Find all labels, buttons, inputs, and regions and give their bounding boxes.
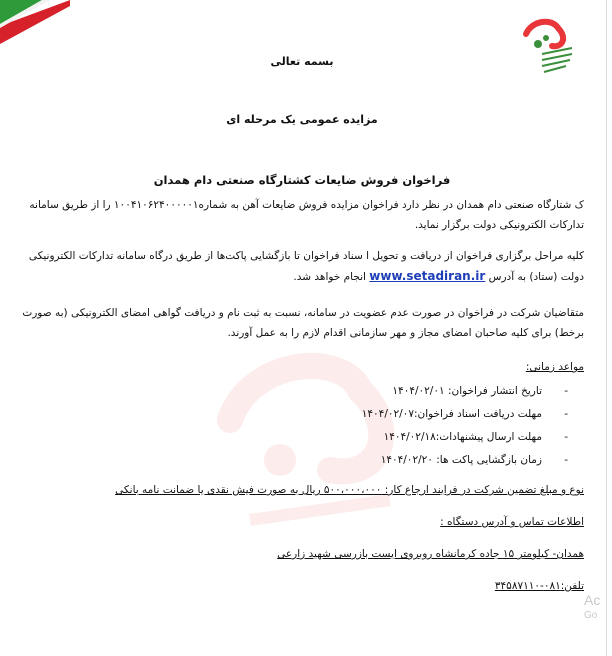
setad-logo-icon [512, 14, 582, 84]
schedule-list [362, 380, 568, 472]
deposit-info: نوع و مبلغ تضمین شرکت در فرایند ارجاع کار: ۵۰۰،۰۰۰،۰۰۰ ریال به صورت فیش نقدی یا ضمانت نامه بانکی [115, 484, 584, 496]
activate-text-line1: Ac [584, 592, 601, 608]
setadiran-link[interactable]: www.setadiran.ir [369, 269, 486, 283]
bismillah-heading: بسمه تعالی [270, 55, 334, 68]
schedule-item: - مهلت ارسال پیشنهادات:۱۴۰۴/۰۲/۱۸ [362, 426, 568, 449]
schedule-item: - تاریخ انتشار فراخوان: ۱۴۰۴/۰۲/۰۱ [362, 380, 568, 403]
address-line: همدان- کیلومتر ۱۵ جاده کرمانشاه روبروی ایست بازرسی شهید زارعی [277, 548, 584, 560]
schedule-heading: مواعد زمانی: [525, 361, 584, 373]
phone-line: تلفن:۰۸۱-۳۴۵۸۷۱۱۰ [494, 580, 584, 592]
activate-windows-watermark [584, 592, 612, 624]
paragraph-registration: متقاضیان شرکت در فراخوان در صورت عدم عضویت در سامانه، نسبت به ثبت نام و دریافت گواهی امضای الکترونیکی (به صورت برخط) برای کلیه صاحبان امضای مجاز و مهر سازمانی اقدام لازم را به عمل آورند. [22, 307, 584, 339]
activate-text-line2: Go [584, 610, 598, 621]
paragraph-process [20, 246, 584, 287]
contact-heading: اطلاعات تماس و آدرس دستگاه : [440, 516, 584, 528]
schedule-item: - زمان بازگشایی پاکت ها: ۱۴۰۴/۰۲/۲۰ [362, 449, 568, 472]
call-title: فراخوان فروش ضایعات کشتارگاه صنعتی دام همدان [153, 173, 451, 187]
paragraph-intro: ک شتارگاه صنعتی دام همدان در نظر دارد فراخوان مزایده فروش ضایعات آهن به شماره۱۰۰۴۱۰۶۲۴۰۰۰۰۰۱ را از طریق سامانه تدارکات الکترونیکی دولت برگزار نماید. [29, 199, 584, 231]
paragraph-process-tail: انجام خواهد شد. [293, 271, 366, 283]
schedule-item: - مهلت دریافت اسناد فراخوان:۱۴۰۴/۰۲/۰۷ [362, 403, 568, 426]
paragraph-process-text: کلیه مراحل برگزاری فراخوان از دریافت و تحویل ا سناد فراخوان تا بازگشایی پاکت‌ها از طریق درگاه سامانه تدارکات الکترونیکی دولت (ستاد) به آدرس [28, 250, 584, 283]
auction-heading: مزایده عمومی یک مرحله ای [226, 113, 378, 126]
iran-flag-icon [0, 0, 70, 50]
